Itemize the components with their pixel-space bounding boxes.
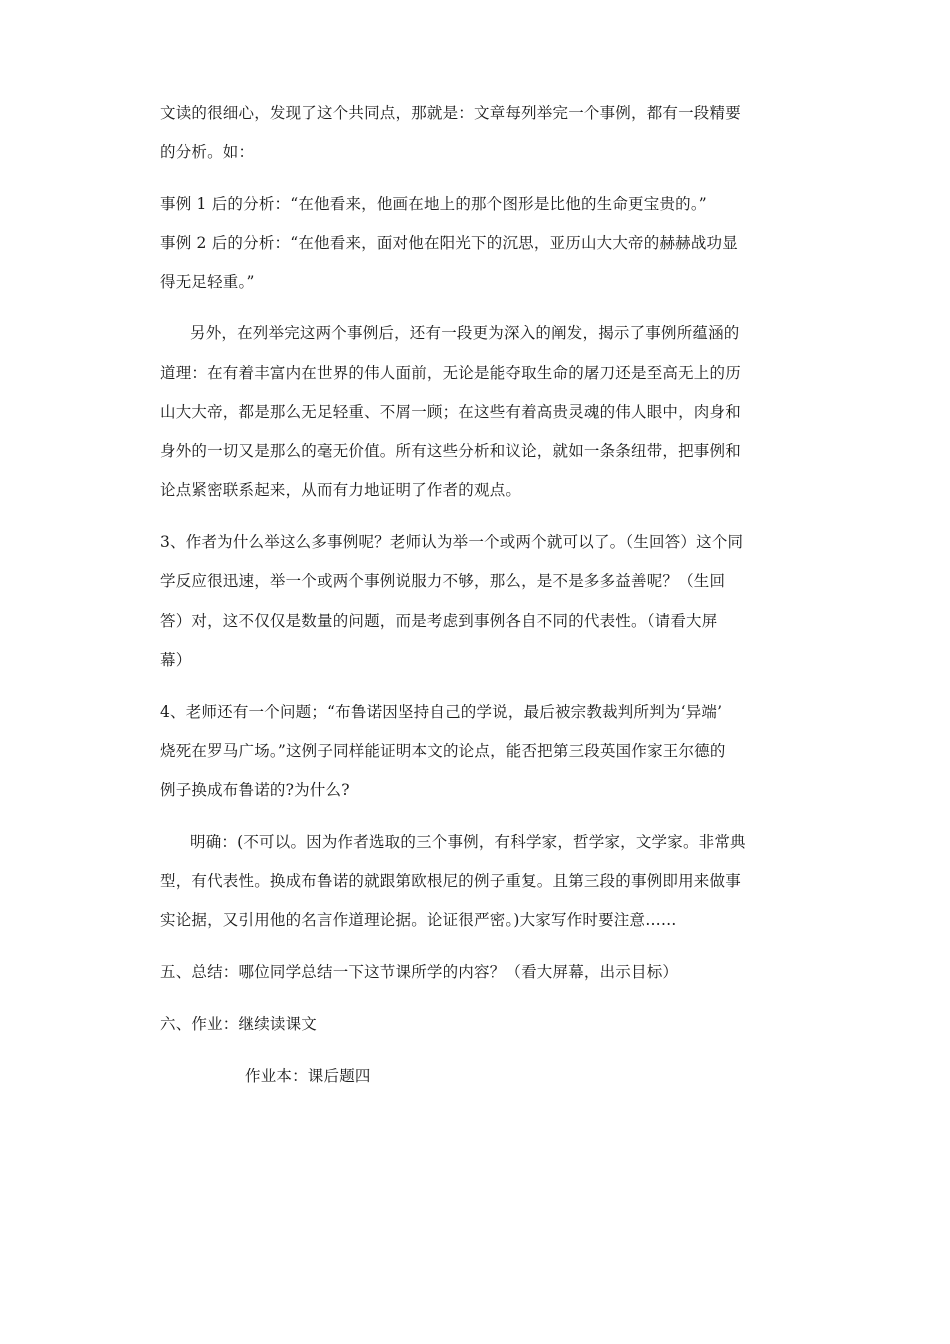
text-line-2: 的分析。如： <box>160 143 255 161</box>
text-line-5: 得无足轻重。” <box>160 273 255 291</box>
text-line-19: 型，有代表性。换成布鲁诺的就跟第欧根尼的例子重复。且第三段的事例即用来做事 <box>160 872 741 890</box>
text-line-11: 3、作者为什么举这么多事例呢？老师认为举一个或两个就可以了。（生回答）这个同 <box>160 533 744 551</box>
text-line-22: 六、作业：继续读课文 <box>160 1015 318 1033</box>
text-line-6: 另外，在列举完这两个事例后，还有一段更为深入的阐发，揭示了事例所蕴涵的 <box>190 324 740 342</box>
text-line-17: 例子换成布鲁诺的?为什么? <box>160 781 350 799</box>
text-line-7: 道理：在有着丰富内在世界的伟人面前，无论是能夺取生命的屠刀还是至高无上的历 <box>160 364 741 382</box>
text-line-15: 4、老师还有一个问题；“布鲁诺因坚持自己的学说，最后被宗教裁判所判为‘异端’ <box>160 703 723 721</box>
text-line-23: 作业本：课后题四 <box>245 1067 371 1085</box>
text-line-9: 身外的一切又是那么的毫无价值。所有这些分析和议论，就如一条条纽带，把事例和 <box>160 442 741 460</box>
text-line-3: 事例 1 后的分析：“在他看来，他画在地上的那个图形是比他的生命更宝贵的。” <box>160 195 707 213</box>
text-line-13: 答）对，这不仅仅是数量的问题，而是考虑到事例各自不同的代表性。（请看大屏 <box>160 612 718 630</box>
text-line-20: 实论据，又引用他的名言作道理论据。论证很严密。)大家写作时要注意…… <box>160 911 677 929</box>
text-line-16: 烧死在罗马广场。”这例子同样能证明本文的论点，能否把第三段英国作家王尔德的 <box>160 742 726 760</box>
text-line-14: 幕） <box>160 651 192 669</box>
text-line-4: 事例 2 后的分析：“在他看来，面对他在阳光下的沉思，亚历山大大帝的赫赫战功显 <box>160 234 738 252</box>
text-line-10: 论点紧密联系起来，从而有力地证明了作者的观点。 <box>160 481 522 499</box>
text-line-1: 文读的很细心，发现了这个共同点，那就是：文章每列举完一个事例，都有一段精要 <box>160 104 741 122</box>
text-line-21: 五、总结：哪位同学总结一下这节课所学的内容？（看大屏幕，出示目标） <box>160 963 679 981</box>
text-line-12: 学反应很迅速，举一个或两个事例说服力不够，那么，是不是多多益善呢？（生回 <box>160 572 726 590</box>
text-line-8: 山大大帝，都是那么无足轻重、不屑一顾；在这些有着高贵灵魂的伟人眼中，肉身和 <box>160 403 741 421</box>
text-line-18: 明确：(不可以。因为作者选取的三个事例，有科学家，哲学家，文学家。非常典 <box>190 833 746 851</box>
